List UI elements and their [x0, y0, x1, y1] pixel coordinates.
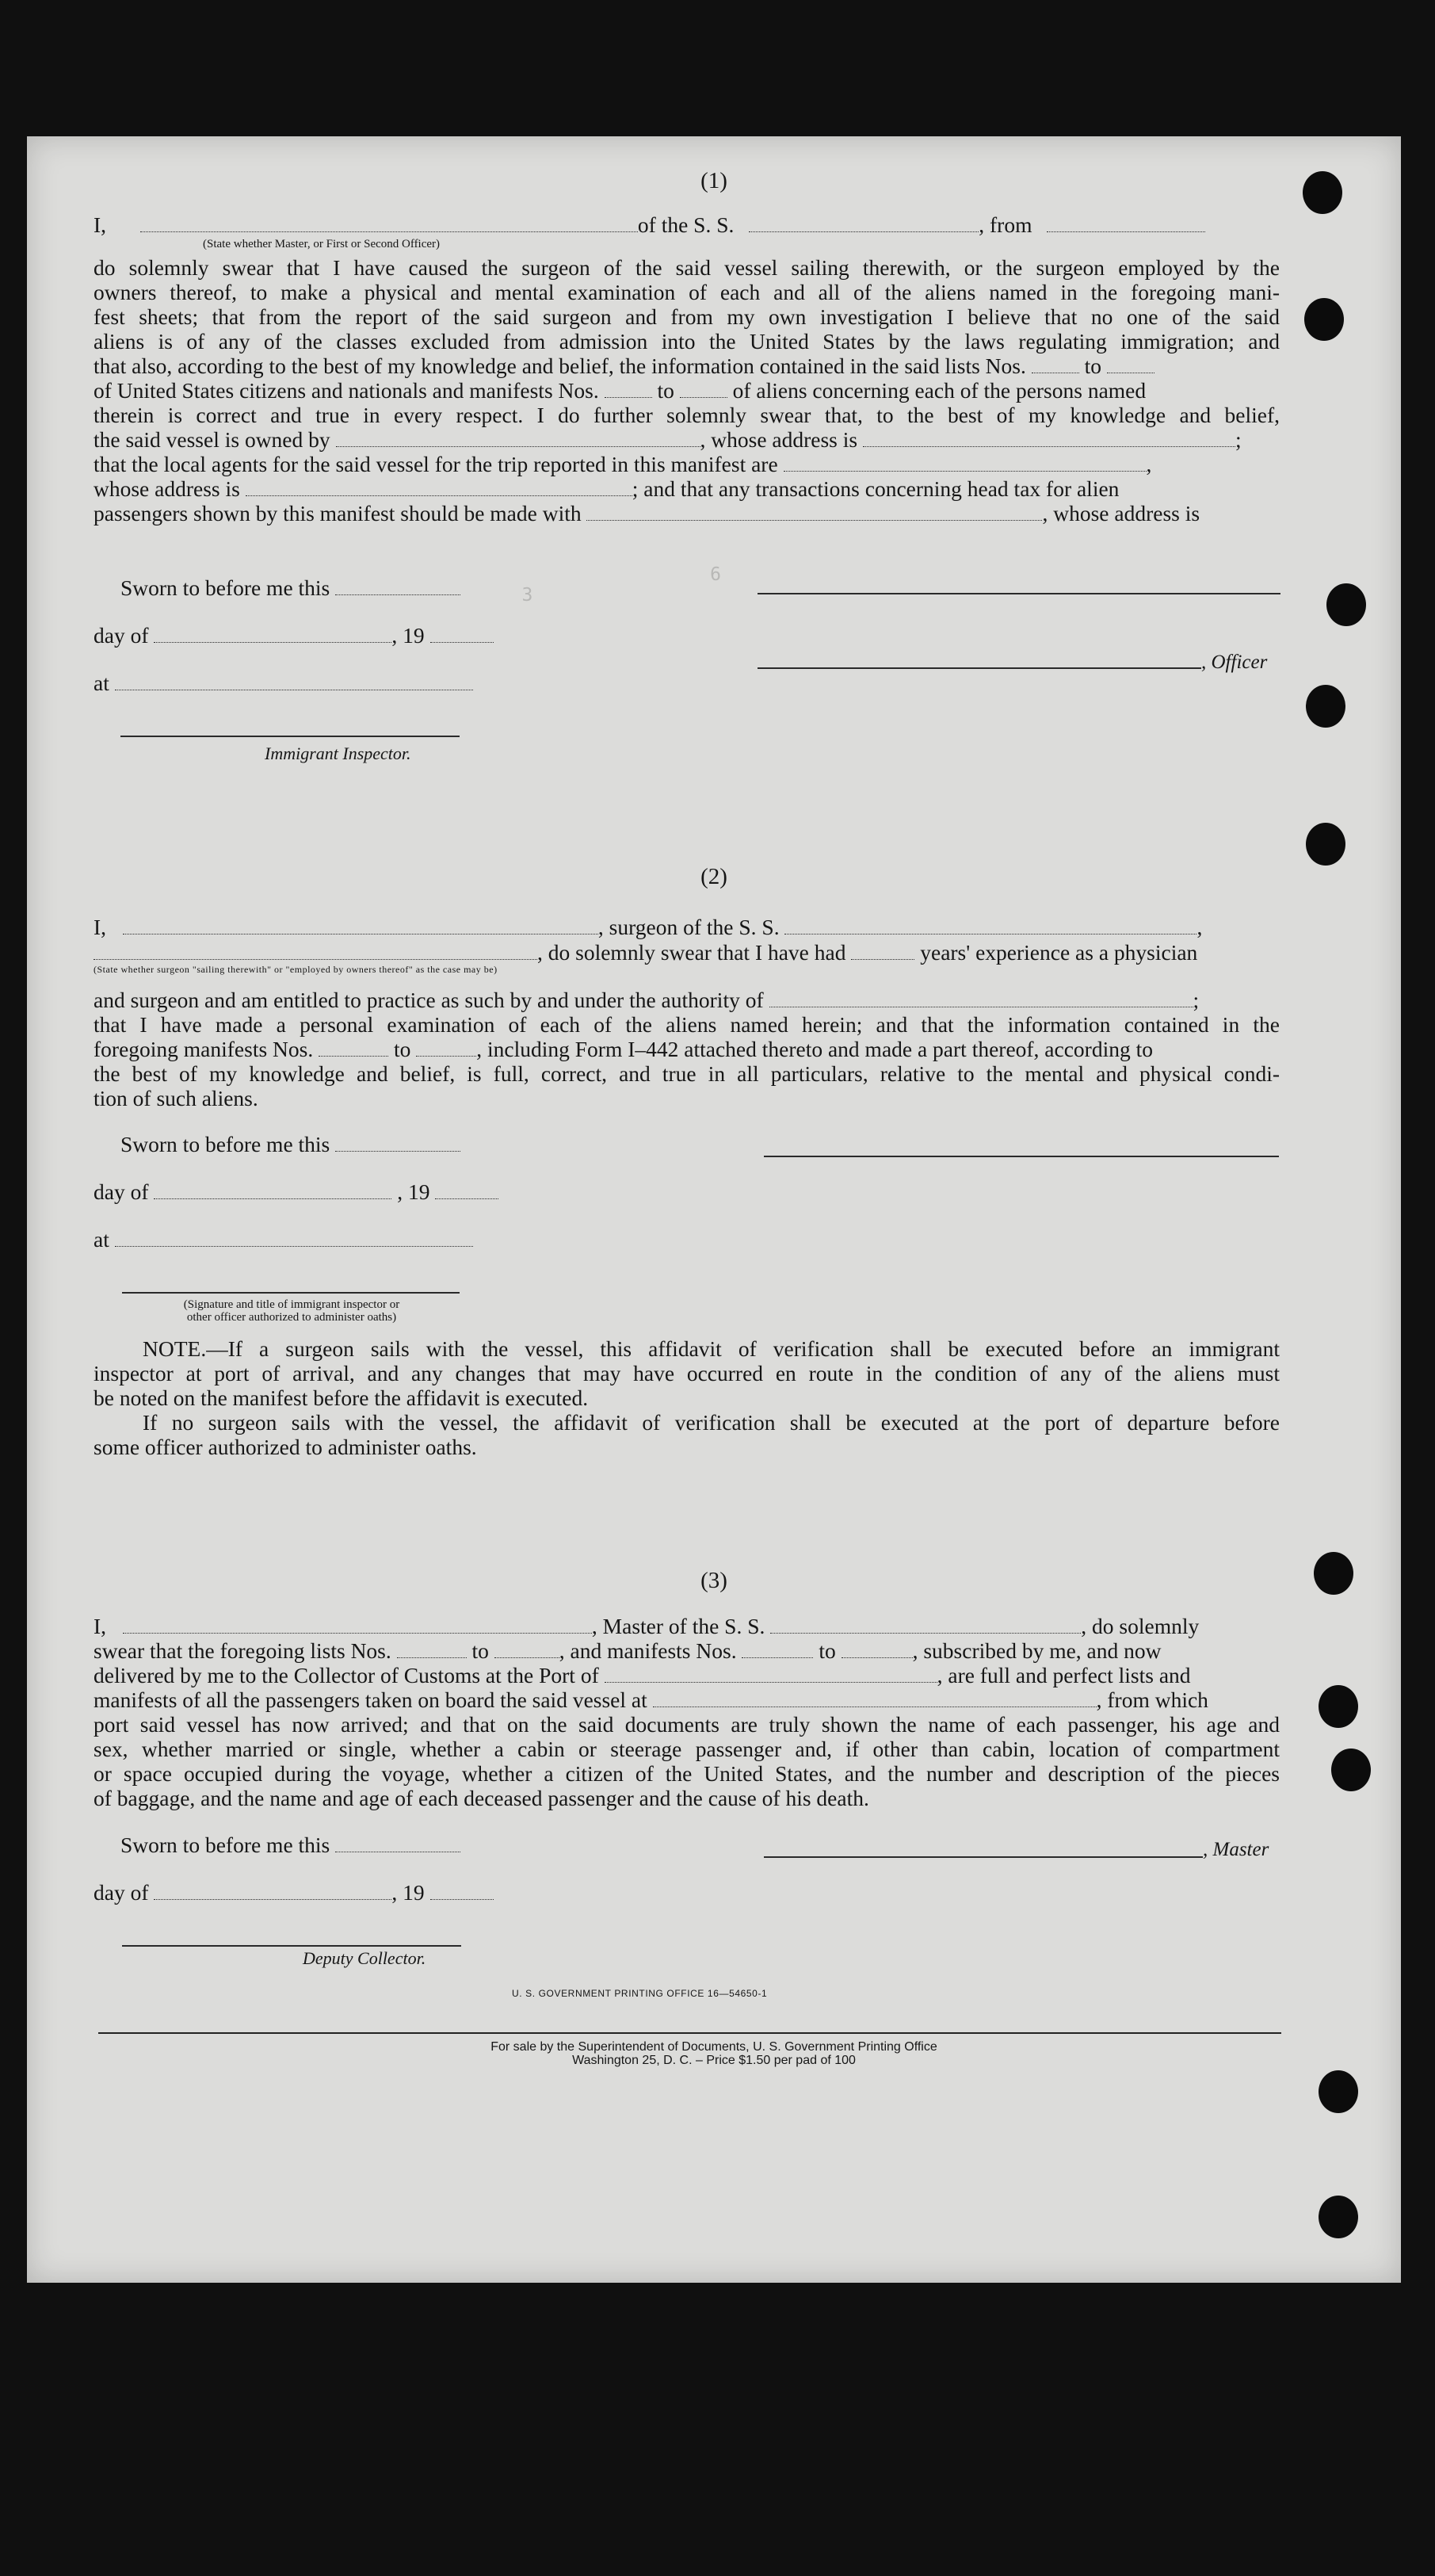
inspector-label: Immigrant Inspector.	[265, 743, 411, 763]
authority-field[interactable]	[769, 991, 1193, 1007]
section-number: (3)	[700, 1568, 727, 1593]
month-field[interactable]	[154, 1883, 391, 1900]
s2-manifests-line: foregoing manifests Nos. to , including Form I–442 attached thereto and made a part thereof, according to	[94, 1037, 1153, 1061]
s2-body-line: that I have made a personal examination of each of the aliens named herein; and that the information contained in the	[94, 1012, 1280, 1037]
surgeon-vessel-field[interactable]	[784, 918, 1196, 934]
footer-rule	[98, 2032, 1281, 2034]
officer-field[interactable]	[140, 216, 638, 232]
s1-officer-line: I, of the S. S. , from	[94, 212, 1280, 237]
s2-surgeon-line: I, , surgeon of the S. S. ,	[94, 915, 1203, 939]
note-line: be noted on the manifest before the affidavit is executed.	[94, 1385, 589, 1410]
s1-body-line: therein is correct and true in every respect. I do further solemnly swear that, to the best of my knowledge and belief,	[94, 403, 1280, 427]
s1-dayof: day of , 19	[94, 623, 1280, 648]
officer-label: , Officer	[1201, 652, 1268, 673]
master-name-field[interactable]	[123, 1617, 592, 1634]
punch-hole	[1319, 2070, 1358, 2113]
owner-field[interactable]	[336, 430, 700, 447]
punch-hole	[1319, 2196, 1358, 2238]
note-line: inspector at port of arrival, and any changes that may have occurred en route in the condition of any of the aliens must	[94, 1361, 1280, 1385]
inspector-signature-line[interactable]	[120, 734, 460, 737]
punch-hole	[1319, 1685, 1358, 1728]
s1-at: at	[94, 671, 1280, 695]
s3-sworn: Sworn to before me this	[94, 1833, 1280, 1857]
s1-body-line: that also, according to the best of my knowledge and belief, the information contained in the said lists Nos. to	[94, 354, 1280, 378]
years-field[interactable]	[851, 943, 914, 960]
s2-body-line: tion of such aliens.	[94, 1086, 258, 1110]
s3-dayof: day of , 19	[94, 1880, 1280, 1905]
s3-collector-line: delivered by me to the Collector of Customs at the Port of , are full and perfect lists and	[94, 1663, 1191, 1687]
manifest-nos-to-field[interactable]	[680, 381, 727, 398]
month-field[interactable]	[154, 1183, 391, 1199]
master-lists-nos-field[interactable]	[397, 1642, 467, 1658]
sworn-day-field[interactable]	[335, 1135, 460, 1152]
note-line: some officer authorized to administer oaths.	[94, 1435, 477, 1459]
bleed-through: 6 3	[521, 564, 722, 606]
master-label: , Master	[1203, 1839, 1269, 1860]
officer-signature-line-1[interactable]	[758, 591, 1280, 594]
s1-citizens-line: of United States citizens and nationals and manifests Nos. to of aliens concerning each of the persons named	[94, 378, 1147, 403]
lists-nos-to-field[interactable]	[1107, 357, 1154, 373]
section-number: (2)	[700, 864, 727, 889]
punch-hole	[1326, 583, 1366, 626]
place-field[interactable]	[115, 674, 473, 690]
manifest-nos-field[interactable]	[605, 381, 652, 398]
s1-body-line: owners thereof, to make a physical and mental examination of each and all of the aliens named in the foregoing mani-	[94, 280, 1280, 304]
month-field[interactable]	[154, 626, 391, 643]
lists-nos-field[interactable]	[1032, 357, 1079, 373]
head-tax-field[interactable]	[586, 504, 1042, 521]
s1-sworn: Sworn to before me this	[94, 575, 1280, 600]
year-field[interactable]	[430, 626, 494, 643]
deputy-collector-label: Deputy Collector.	[303, 1948, 426, 1968]
gpo-imprint: U. S. GOVERNMENT PRINTING OFFICE 16—54650-1	[512, 1988, 768, 1999]
s3-lists-line: swear that the foregoing lists Nos. to , and manifests Nos. to , subscribed by me, and now	[94, 1638, 1162, 1663]
s1-owned-line: the said vessel is owned by , whose address is ;	[94, 427, 1242, 452]
sworn-day-field[interactable]	[335, 579, 460, 595]
agents-field[interactable]	[784, 455, 1147, 472]
master-vessel-field[interactable]	[770, 1617, 1081, 1634]
port-field[interactable]	[605, 1666, 937, 1683]
s2-body-line: the best of my knowledge and belief, is full, correct, and true in all particulars, relative to the mental and physical condi-	[94, 1061, 1280, 1086]
officer-signature-line-2[interactable]	[758, 666, 1201, 669]
s1-body-line: aliens is of any of the classes excluded from admission into the United States by the laws regulating immigration; and	[94, 329, 1280, 354]
manifest-affidavit-page	[27, 136, 1401, 2283]
section-number: (1)	[700, 168, 727, 193]
surgeon-signature-line[interactable]	[764, 1154, 1279, 1157]
signature-note: (Signature and title of immigrant inspector or other officer authorized to administer oaths)	[183, 1298, 400, 1324]
field-hint: (State whether Master, or First or Second Officer)	[203, 238, 441, 250]
s2-dayof: day of , 19	[94, 1179, 1280, 1204]
s1-body-line: fest sheets; that from the report of the said surgeon and from my own investigation I believe that no one of the said	[94, 304, 1280, 329]
from-field[interactable]	[1047, 216, 1205, 232]
departure-port-field[interactable]	[653, 1691, 1097, 1707]
deputy-collector-signature-line[interactable]	[122, 1943, 461, 1947]
year-field[interactable]	[435, 1183, 498, 1199]
year-field[interactable]	[430, 1883, 494, 1900]
note-line: NOTE.—If a surgeon sails with the vessel, this affidavit of verification shall be executed before an immigrant	[143, 1336, 1280, 1361]
vessel-field[interactable]	[749, 216, 979, 232]
note-line: If no surgeon sails with the vessel, the affidavit of verification shall be executed at the port of departure before	[143, 1410, 1280, 1435]
s3-body-line: sex, whether married or single, whether a cabin or steerage passenger and, if other than cabin, location of compartment	[94, 1737, 1280, 1761]
s3-master-line: I, , Master of the S. S. , do solemnly	[94, 1614, 1200, 1638]
master-lists-to-field[interactable]	[494, 1642, 559, 1658]
s2-authority-line: and surgeon and am entitled to practice as such by and under the authority of ;	[94, 988, 1200, 1012]
surgeon-status-field[interactable]	[94, 943, 537, 960]
s3-body-line: or space occupied during the voyage, whether a citizen of the United States, and the number and description of the pieces	[94, 1761, 1280, 1786]
surgeon-manifest-nos-field[interactable]	[319, 1040, 388, 1057]
field-hint: (State whether surgeon "sailing therewith" or "employed by owners thereof" as the case may be)	[94, 964, 498, 975]
agents-address-field[interactable]	[246, 480, 632, 496]
punch-hole	[1304, 298, 1344, 341]
surgeon-name-field[interactable]	[123, 918, 598, 934]
s3-body-line: of baggage, and the name and age of each deceased passenger and the cause of his death.	[94, 1786, 869, 1810]
s3-manifests-line: manifests of all the passengers taken on board the said vessel at , from which	[94, 1687, 1208, 1712]
s3-body-line: port said vessel has now arrived; and that on the said documents are truly shown the name of each passenger, his age and	[94, 1712, 1280, 1737]
s1-passengers-line: passengers shown by this manifest should be made with , whose address is	[94, 501, 1200, 526]
s2-sworn: Sworn to before me this	[94, 1132, 1280, 1156]
s2-years-line: , do solemnly swear that I have had years' experience as a physician	[94, 940, 1280, 965]
place-field[interactable]	[115, 1230, 473, 1247]
s2-at: at	[94, 1227, 1280, 1252]
master-signature-line[interactable]	[764, 1855, 1203, 1858]
footer-text: For sale by the Superintendent of Documents, U. S. Government Printing Office Washington 25, D. C. – Price $1.50 per pad of 100	[490, 2040, 937, 2067]
administer-oath-signature-line[interactable]	[122, 1290, 460, 1294]
owner-address-field[interactable]	[863, 430, 1235, 447]
master-manifest-to-field[interactable]	[842, 1642, 913, 1658]
punch-hole	[1306, 685, 1345, 728]
master-manifest-nos-field[interactable]	[742, 1642, 813, 1658]
surgeon-manifest-to-field[interactable]	[416, 1040, 476, 1057]
punch-hole	[1306, 823, 1345, 866]
s1-agents-line: that the local agents for the said vessel for the trip reported in this manifest are ,	[94, 452, 1152, 476]
s1-whose-line: whose address is ; and that any transactions concerning head tax for alien	[94, 476, 1120, 501]
sworn-day-field[interactable]	[335, 1836, 460, 1852]
s1-body-line: do solemnly swear that I have caused the surgeon of the said vessel sailing therewith, or the surgeon employed by the	[94, 255, 1280, 280]
punch-hole	[1331, 1749, 1371, 1791]
